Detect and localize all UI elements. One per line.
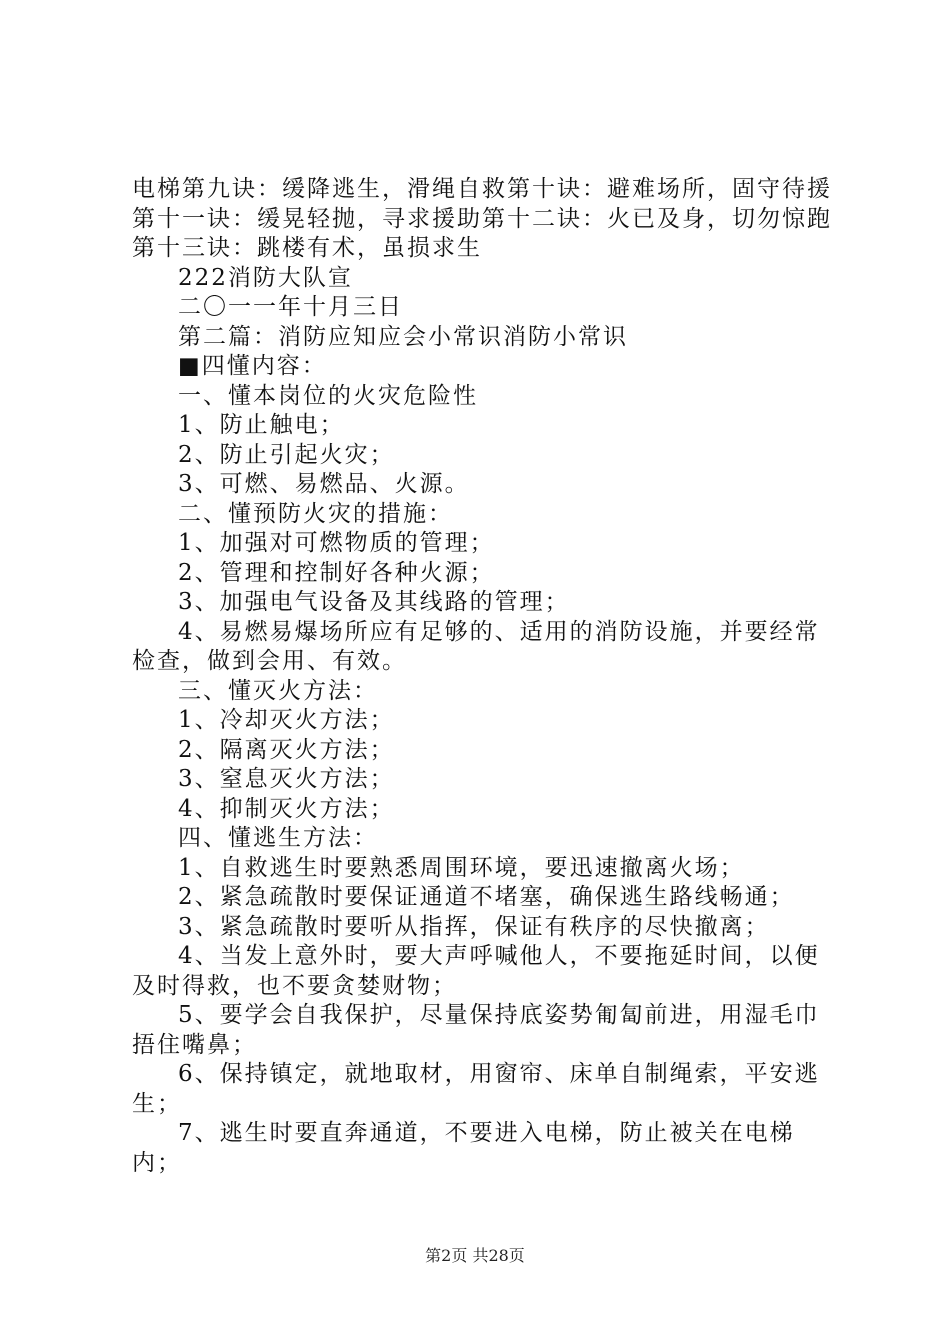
page-footer: [0, 1243, 950, 1266]
paragraph: 电梯第九诀：缓降逃生，滑绳自救第十诀：避难场所，固守待援第十一诀：缓晃轻抛，寻求援助第十二诀：火已及身，切勿惊跑第十三诀：跳楼有术，虽损求生: [132, 176, 832, 261]
subheading: 四、懂逃生方法：: [178, 825, 378, 851]
subheading: 二、懂预防火灾的措施：: [178, 500, 453, 527]
list-item: 6、保持镇定，就地取材，用窗帘、床单自制绳索，平安逃生；: [132, 1061, 820, 1117]
list-item: 3、紧急疏散时要听从指挥，保证有秩序的尽快撤离；: [178, 913, 770, 940]
paragraph: 222消防大队宣: [178, 264, 353, 291]
list-item: 1、防止触电；: [178, 412, 345, 438]
document-body: [132, 175, 837, 1178]
section-heading: ■四懂内容：: [178, 353, 327, 379]
list-item: 4、易燃易爆场所应有足够的、适用的消防设施，并要经常检查，做到会用、有效。: [132, 618, 820, 674]
list-item: 4、当发上意外时，要大声呼喊他人，不要拖延时间，以便及时得救，也不要贪婪财物；: [132, 943, 820, 999]
page-number-label: 第2页 共28页: [425, 1246, 525, 1265]
subheading: 三、懂灭火方法：: [178, 677, 378, 704]
list-item: 2、防止引起火灾；: [178, 441, 395, 468]
list-item: 2、管理和控制好各种火源；: [178, 559, 495, 586]
paragraph: 二〇一一年十月三日: [178, 294, 403, 320]
list-item: 3、加强电气设备及其线路的管理；: [178, 589, 570, 615]
list-item: 1、自救逃生时要熟悉周围环境，要迅速撤离火场；: [178, 854, 745, 881]
list-item: 7、逃生时要直奔通道，不要进入电梯，防止被关在电梯内；: [132, 1120, 795, 1176]
list-item: 4、抑制灭火方法；: [178, 795, 395, 822]
list-item: 5、要学会自我保护，尽量保持底姿势匍匐前进，用湿毛巾捂住嘴鼻；: [132, 1002, 820, 1058]
section-title: 第二篇：消防应知应会小常识消防小常识: [178, 323, 628, 350]
list-item: 2、隔离灭火方法；: [178, 736, 395, 763]
list-item: 3、可燃、易燃品、火源。: [178, 471, 470, 497]
list-item: 2、紧急疏散时要保证通道不堵塞，确保逃生路线畅通；: [178, 884, 795, 910]
list-item: 3、窒息灭火方法；: [178, 766, 395, 792]
list-item: 1、冷却灭火方法；: [178, 707, 395, 733]
list-item: 1、加强对可燃物质的管理；: [178, 530, 495, 556]
subheading: 一、懂本岗位的火灾危险性: [178, 382, 478, 409]
